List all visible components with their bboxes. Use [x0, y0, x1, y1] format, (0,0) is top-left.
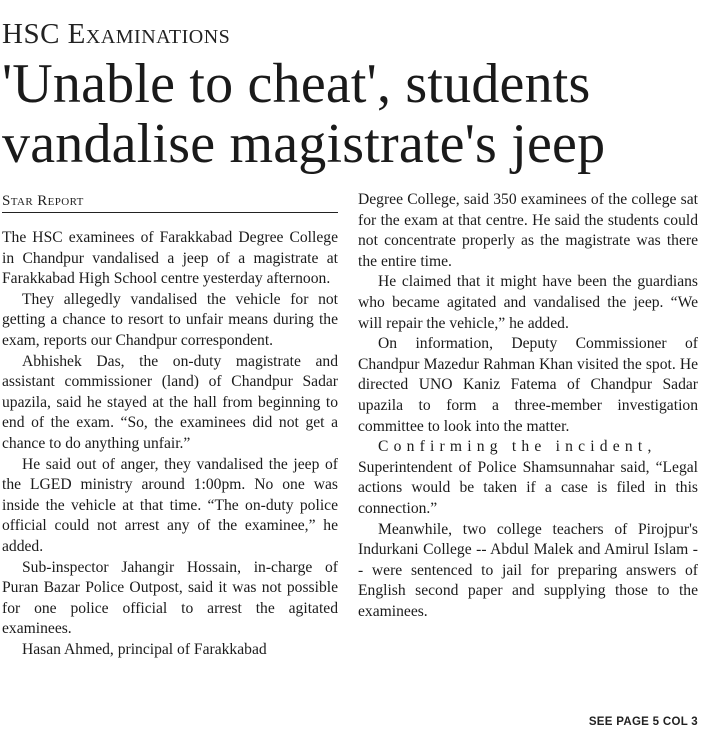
headline-line-2: vandalise magistrate's jeep — [2, 113, 606, 175]
paragraph: He claimed that it might have been the guardians who became agitated and vandalised the jeep. “We will repair the vehicle,” he added. — [358, 273, 698, 332]
paragraph: Superintendent of Police Shamsunnahar said, “Legal actions would be taken if a case is filed in this connection.” — [358, 458, 698, 517]
paragraph: Abhishek Das, the on-duty magistrate and assistant commissioner (land) of Chandpur Sadar upazila, said he stayed at the hall from beginning to end of the exam. “So, the examinees did not get a chance to do anything unfair.” — [2, 352, 338, 452]
paragraph: On information, Deputy Commissioner of Chandpur Mazedur Rahman Khan visited the spot. He directed UNO Kaniz Fatema of Chandpur Sadar upazila to form a three-member investigation committee to look into the matter. — [358, 335, 698, 435]
headline-line-1: 'Unable to cheat', students — [2, 53, 591, 115]
paragraph: Degree College, said 350 examinees of the college sat for the exam at that centre. He said the students could not concentrate properly as the magistrate was there the entire time. — [358, 191, 698, 270]
continued-on-page: SEE PAGE 5 COL 3 — [588, 716, 698, 728]
paragraph: Sub-inspector Jahangir Hossain, in-charge of Puran Bazar Police Outpost, said it was not possible for one police official to arrest the agitated examinees. — [2, 558, 338, 638]
paragraph: He said out of anger, they vandalised the jeep of the LGED ministry around 1:00pm. No one was inside the vehicle at that time. “The on-duty police official could not arrest any of the examinee,” he added. — [2, 455, 338, 555]
right-column — [358, 190, 698, 622]
byline: Star Report — [2, 192, 338, 213]
article-headline — [2, 54, 706, 174]
paragraph: They allegedly vandalised the vehicle for not getting a chance to resort to unfair means during the exam, reports our Chandpur correspondent. — [2, 290, 338, 349]
paragraph: Confirming the incident, — [378, 438, 657, 456]
paragraph: Hasan Ahmed, principal of Farakkabad — [22, 640, 267, 658]
left-column — [2, 228, 338, 660]
article-kicker: HSC Examinations — [2, 18, 231, 50]
paragraph: The HSC examinees of Farakkabad Degree College in Chandpur vandalised a jeep of a magistrate at Farakkabad High School centre yesterday afternoon. — [2, 229, 338, 288]
paragraph: Meanwhile, two college teachers of Pirojpur's Indurkani College -- Abdul Malek and Amirul Islam -- were sentenced to jail for preparing answers of English second paper and supplying those to the examinees. — [358, 520, 698, 620]
